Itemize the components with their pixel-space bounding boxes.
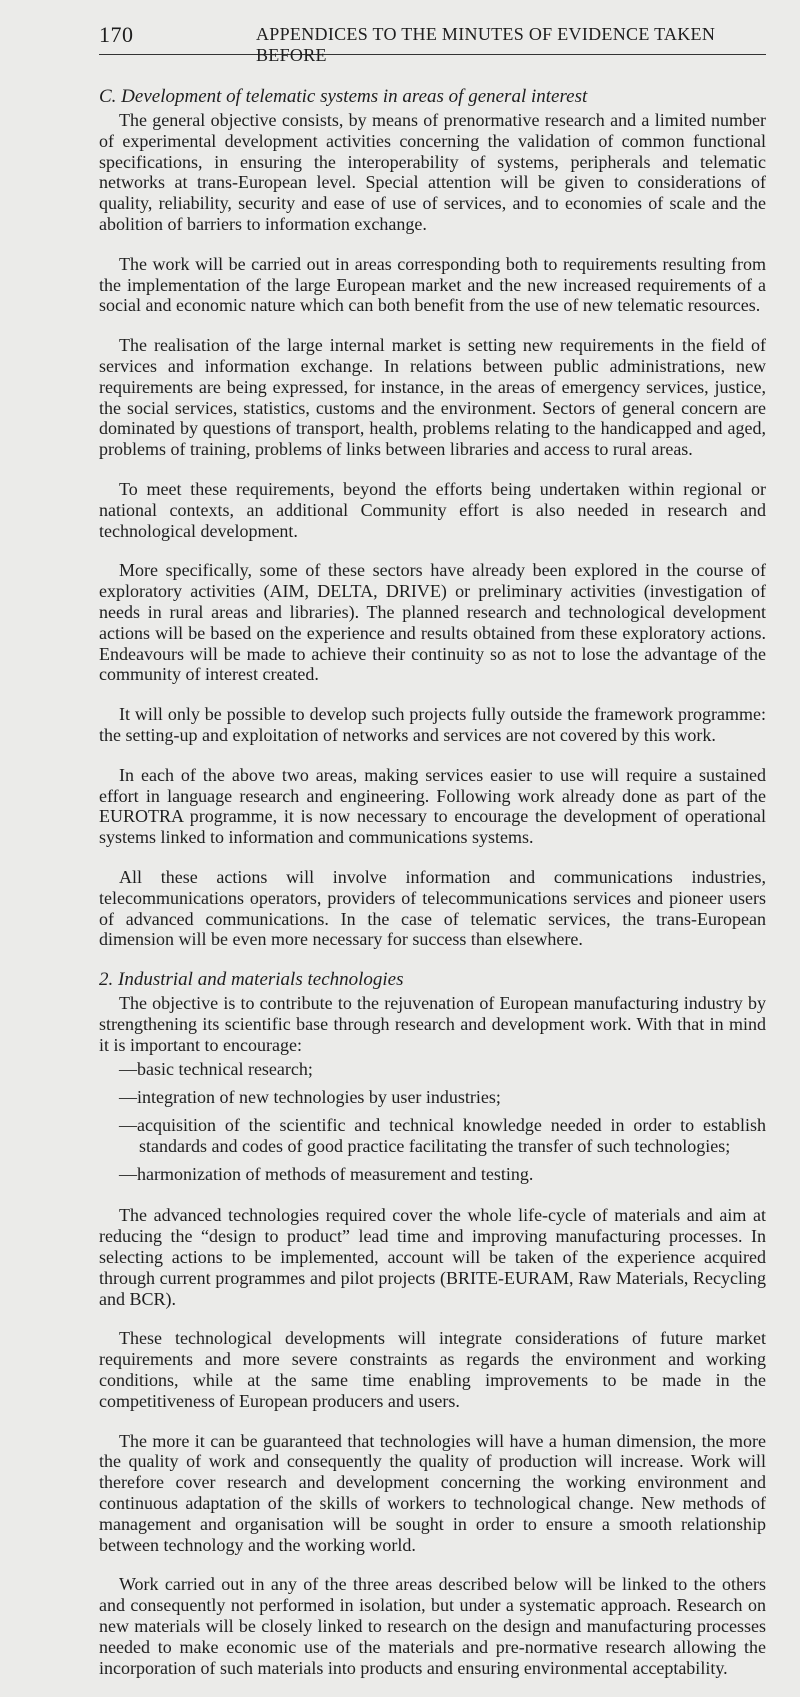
list-item: —basic technical research; bbox=[119, 1059, 313, 1080]
paragraph: More specifically, some of these sectors have already been explored in the course of exploratory activities (AIM, DELTA, DRIVE) or preliminary activities (investigation of needs in rural areas and libraries). The planned research and technological development actions will be based on the experience and results obtained from these exploratory actions. Endeavours will be made to achieve their continuity so as not to lose the advantage of the community of interest created. bbox=[99, 560, 766, 685]
objectives-list bbox=[99, 1059, 766, 1184]
paragraph: In each of the above two areas, making services easier to use will require a sustained effort in language research and engineering. Following work already done as part of the EUROTRA programme, it is now necessary to encourage the development of operational systems linked to information and communications systems. bbox=[99, 764, 766, 848]
paragraph: The more it can be guaranteed that technologies will have a human dimension, the more the quality of work and consequently the quality of production will increase. Work will therefore cover research and development concerning the working environment and continuous adaptation of the skills of workers to technological change. New methods of management and organisation will be sought in order to ensure a smooth relationship between technology and the working world. bbox=[99, 1430, 766, 1555]
paragraph: The work will be carried out in areas corresponding both to requirements resulting from the implementation of the large European market and the new increased requirements of a social and economic nature which can both benefit from the use of new telematic resources. bbox=[99, 253, 766, 316]
section-c bbox=[99, 86, 766, 950]
paragraph: The general objective consists, by means of prenormative research and a limited number of experimental development activities concerning the validation of common functional specifications, in ensuring the interoperability of systems, peripherals and telematic networks at trans-European level. Special attention will be given to considerations of quality, reliability, security and ease of use of services, and to economies of scale and the abolition of barriers to information exchange. bbox=[99, 110, 766, 234]
section-2 bbox=[99, 969, 766, 1678]
paragraph: To meet these requirements, beyond the efforts being undertaken within regional or national contexts, an additional Community effort is also needed in research and technological development. bbox=[99, 478, 766, 541]
section-2-heading: 2. Industrial and materials technologies bbox=[99, 969, 404, 991]
list-item: —harmonization of methods of measurement and testing. bbox=[119, 1163, 534, 1184]
page-number: 170 bbox=[99, 22, 134, 47]
paragraph: The realisation of the large internal market is setting new requirements in the field of services and information exchange. In relations between public administrations, new requirements are being expressed, for instance, in the areas of emergency services, justice, the social services, statistics, customs and the environment. Sectors of general concern are dominated by questions of transport, health, problems relating to the handicapped and aged, problems of training, problems of links between libraries and access to rural areas. bbox=[99, 335, 766, 460]
list-item: —acquisition of the scientific and technical knowledge needed in order to establish standards and codes of good practice facilitating the transfer of such technologies; bbox=[119, 1115, 766, 1156]
paragraph: Work carried out in any of the three areas described below will be linked to the others and consequently not performed in isolation, but under a systematic approach. Research on new materials will be closely linked to research on the design and manufacturing processes needed to make economic use of the materials and pre-normative research allowing the incorporation of such materials into products and ensuring environmental acceptability. bbox=[99, 1574, 766, 1678]
section-c-heading: C. Development of telematic systems in areas of general interest bbox=[99, 86, 588, 107]
running-title: APPENDICES TO THE MINUTES OF EVIDENCE TAKEN BEFORE bbox=[256, 24, 716, 65]
paragraph: These technological developments will integrate considerations of future market requirements and more severe constraints as regards the environment and working conditions, while at the same time enabling improvements to be made in the competitiveness of European producers and users. bbox=[99, 1328, 766, 1411]
list-item: —integration of new technologies by user industries; bbox=[119, 1087, 501, 1108]
page-body bbox=[99, 86, 766, 1697]
paragraph: It will only be possible to develop such projects fully outside the framework programme: the setting-up and exploitation of networks and services are not covered by this work. bbox=[99, 704, 766, 745]
paragraph: The advanced technologies required cover the whole life-cycle of materials and aim at reducing the “design to product” lead time and improving manufacturing processes. In selecting actions to be implemented, account will be taken of the experience acquired through current programmes and pilot projects (BRITE-EURAM, Raw Materials, Recycling and BCR). bbox=[99, 1205, 766, 1309]
paragraph: All these actions will involve information and communications industries, telecommunications operators, providers of telecommunications services and pioneer users of advanced communications. In the case of telematic services, the trans-European dimension will be even more necessary for success than elsewhere. bbox=[99, 866, 766, 950]
section-2-intro: The objective is to contribute to the rejuvenation of European manufacturing industry by strengthening its scientific base through research and development work. With that in mind it is important to encourage: bbox=[99, 993, 766, 1055]
page-header bbox=[99, 20, 766, 65]
